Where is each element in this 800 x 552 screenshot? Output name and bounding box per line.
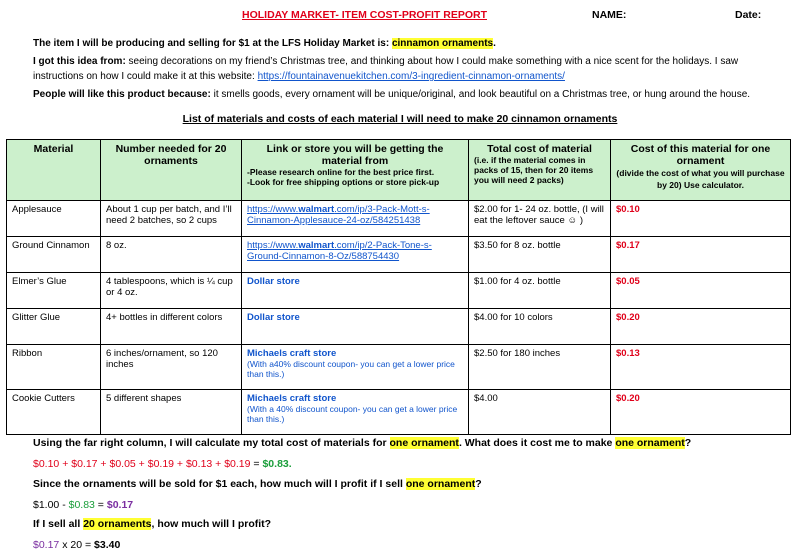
cell-number: About 1 cup per batch, and I’ll need 2 batches, so 2 cups [101,201,242,237]
intro-item-line [33,38,496,49]
table-row [7,201,791,237]
cell-per-ornament: $0.17 [611,237,791,273]
question-3: If I sell all 20 ornaments, how much will I profit? [33,518,272,530]
question-2: Since the ornaments will be sold for $1 each, how much will I profit if I sell one ornament? [33,478,482,490]
intro-idea-lead: I got this idea from: [33,56,126,67]
table-row [7,390,791,435]
recipe-link[interactable]: https://fountainavenuekitchen.com/3-ingredient-cinnamon-ornaments/ [257,71,565,82]
date-label: Date: [735,9,762,21]
cell-source [242,345,469,390]
header-total-note: (i.e. if the material comes in packs of 15, then for 20 items you will need 2 packs) [474,155,594,185]
cell-material: Applesauce [7,201,101,237]
cell-material: Ribbon [7,345,101,390]
answer-2-cost: $0.83 [68,499,95,511]
cell-number: 8 oz. [101,237,242,273]
cell-source [242,309,469,345]
cell-per-ornament: $0.20 [611,309,791,345]
cell-material: Glitter Glue [7,309,101,345]
store-name: Michaels craft store [247,393,337,404]
table-row [7,237,791,273]
cell-per-ornament: $0.20 [611,390,791,435]
cell-per-ornament: $0.05 [611,273,791,309]
header-link-note1: -Please research online for the best price first. [247,167,435,177]
cell-per-ornament: $0.10 [611,201,791,237]
intro-appeal-text: it smells goods, every ornament will be unique/original, and look beautiful on a Christmas tree, or hung around the house. [210,89,751,100]
table-row [7,345,791,390]
report-title: HOLIDAY MARKET- ITEM COST-PROFIT REPORT [242,9,488,21]
q1-highlight-1: one ornament [389,437,459,449]
cell-total: $4.00 for 10 colors [469,309,611,345]
answer-2: $1.00 - $0.83 = $0.17 [33,499,134,511]
answer-1-sum: $0.10 + $0.17 + $0.05 + $0.19 + $0.13 + $0.19 [33,458,251,470]
header-link-note2: -Look for free shipping options or store pick-up [247,177,440,187]
cell-material: Elmer’s Glue [7,273,101,309]
header-per: Cost of this material for one ornament (divide the cost of what you will purchase by 20) Use calculator. [611,140,791,201]
answer-3: $0.17 x 20 = $3.40 [33,539,121,551]
cell-total: $2.00 for 1- 24 oz. bottle, (I will eat the leftover sauce ☺ ) [469,201,611,237]
q1-highlight-2: one ornament [615,437,685,449]
cell-total: $4.00 [469,390,611,435]
cell-total: $2.50 for 180 inches [469,345,611,390]
intro-item-name: cinnamon ornaments [391,38,494,49]
store-name: Dollar store [247,276,300,287]
store-name: Dollar store [247,312,300,323]
answer-1-total: $0.83. [262,458,292,470]
store-name: Michaels craft store [247,348,337,359]
answer-2-profit: $0.17 [106,499,134,511]
source-link[interactable]: https://www.walmart.com/ip/2-Pack-Tone-s-Ground-Cinnamon-8-Oz/588754430 [247,240,432,262]
intro-idea-text: seeing decorations on my friend’s Christmas tree, and thinking about how I could make something with a nice scent for the holidays. I saw [125,56,739,67]
header-number: Number needed for 20 ornaments [101,140,242,201]
header-total: Total cost of material (i.e. if the material comes in packs of 15, then for 20 items you will need 2 packs) [469,140,611,201]
source-link[interactable]: https://www.walmart.com/ip/3-Pack-Mott-s-Cinnamon-Applesauce-24-oz/584251438 [247,204,430,226]
q3-highlight: 20 ornaments [83,518,152,530]
cell-source [242,237,469,273]
store-note: (With a 40% discount coupon- you can get a lower price than this.) [247,404,458,424]
table-header-row [7,140,791,201]
cell-total: $1.00 for 4 oz. bottle [469,273,611,309]
materials-table [6,139,791,435]
intro-item-end: . [493,38,496,49]
cell-number: 6 inches/ornament, so 120 inches [101,345,242,390]
cell-per-ornament: $0.13 [611,345,791,390]
intro-item-lead: The item I will be producing and selling for $1 at the LFS Holiday Market is: [33,38,390,49]
cell-source [242,201,469,237]
intro-appeal-line [33,89,750,100]
name-label: NAME: [592,9,627,21]
cell-material: Ground Cinnamon [7,237,101,273]
answer-3-total: $3.40 [94,539,121,551]
table-title: List of materials and costs of each material I will need to make 20 cinnamon ornaments [182,113,618,125]
cell-number: 5 different shapes [101,390,242,435]
question-1: Using the far right column, I will calculate my total cost of materials for one ornament. What does it cost me to make one ornament? [33,437,692,449]
answer-3-unit: $0.17 [33,539,60,551]
intro-appeal-lead: People will like this product because: [33,89,211,100]
cell-number: 4 tablespoons, which is ¼ cup or 4 oz. [101,273,242,309]
table-row [7,309,791,345]
intro-website-line [33,71,565,82]
header-per-note: (divide the cost of what you will purchase by 20) Use calculator. [616,168,785,190]
cell-total: $3.50 for 8 oz. bottle [469,237,611,273]
table-row [7,273,791,309]
cell-source [242,273,469,309]
intro-website-text: instructions on how I could make it at this website: [33,71,258,82]
cell-material: Cookie Cutters [7,390,101,435]
cell-number: 4+ bottles in different colors [101,309,242,345]
cell-source [242,390,469,435]
answer-1: $0.10 + $0.17 + $0.05 + $0.19 + $0.13 + $0.19 = $0.83. [33,458,292,470]
intro-idea-line [33,56,738,67]
q2-highlight: one ornament [405,478,476,490]
store-note: (With a40% discount coupon- you can get a lower price than this.) [247,359,455,379]
header-link: Link or store you will be getting the material from -Please research online for the best price first. -Look for free shipping options or store pick-up [242,140,469,201]
header-material: Material [7,140,101,201]
